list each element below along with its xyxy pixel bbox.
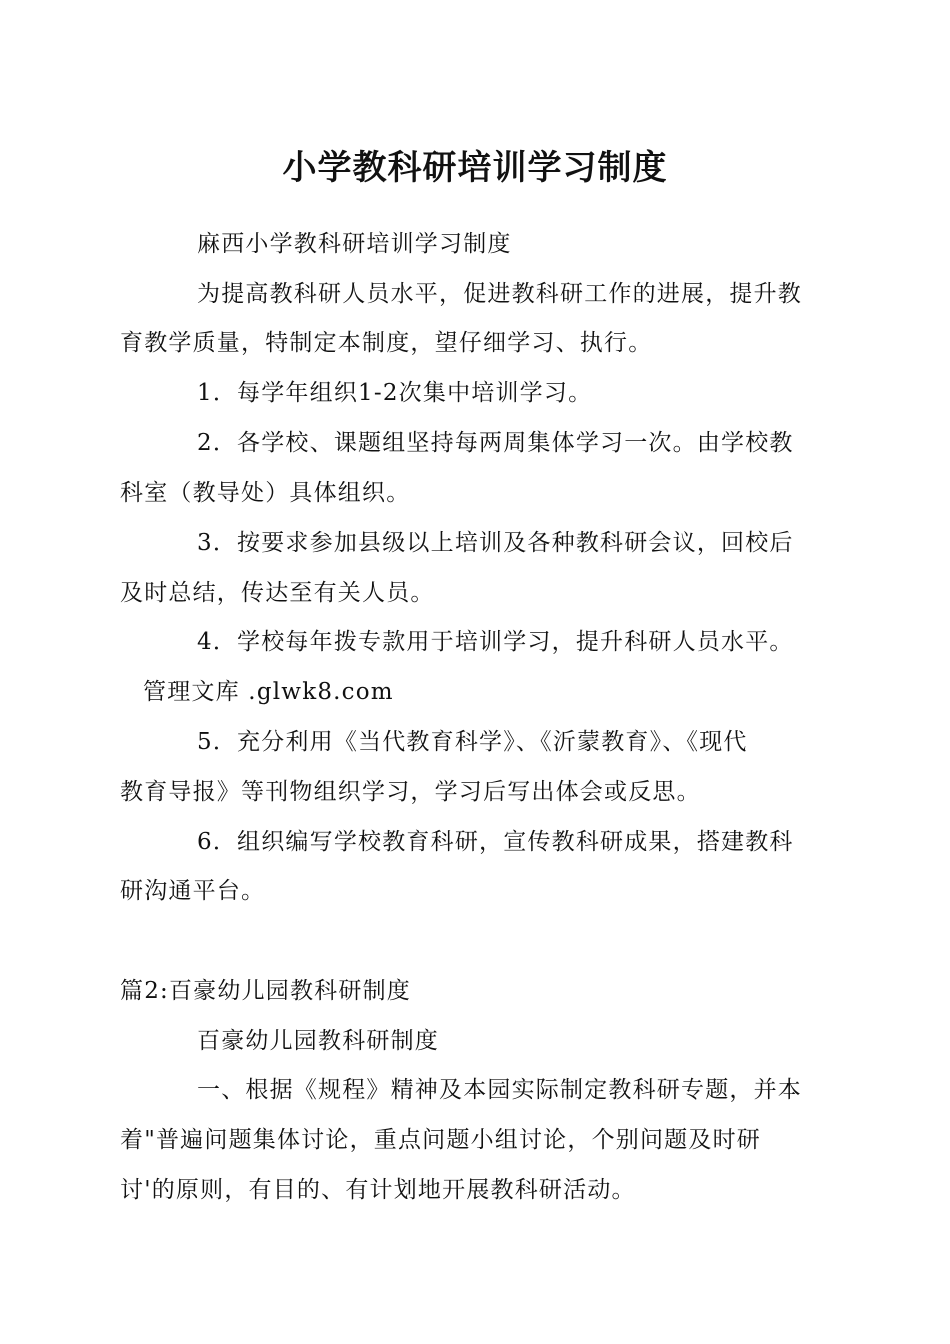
text-line: 5．充分利用《当代教育科学》、《沂蒙教育》、《现代 <box>197 729 748 755</box>
text-line: 研沟通平台。 <box>120 878 266 904</box>
text-line: 1．每学年组织1-2次集中培训学习。 <box>197 380 593 406</box>
text-line: 一、根据《规程》精神及本园实际制定教科研专题，并本 <box>197 1077 802 1103</box>
text-line: 管理文库 .glwk8.com <box>143 679 394 705</box>
text-line: 6．组织编写学校教育科研，宣传教科研成果，搭建教科 <box>197 829 794 855</box>
text-line: 教育导报》等刊物组织学习，学习后写出体会或反思。 <box>120 779 701 805</box>
text-line: 讨'的原则，有目的、有计划地开展教科研活动。 <box>120 1177 636 1203</box>
document-title: 小学教科研培训学习制度 <box>282 148 668 188</box>
text-line: 为提高教科研人员水平，促进教科研工作的进展，提升教 <box>197 281 802 307</box>
text-line: 3．按要求参加县级以上培训及各种教科研会议，回校后 <box>197 530 794 556</box>
text-line: 及时总结，传达至有关人员。 <box>120 580 435 606</box>
text-line: 着"普遍问题集体讨论，重点问题小组讨论，个别问题及时研 <box>120 1127 761 1153</box>
text-line: 育教学质量，特制定本制度，望仔细学习、执行。 <box>120 330 653 356</box>
text-line: 4．学校每年拨专款用于培训学习，提升科研人员水平。 <box>197 629 794 655</box>
text-line: 2．各学校、课题组坚持每两周集体学习一次。由学校教 <box>197 430 794 456</box>
section-heading: 篇2:百豪幼儿园教科研制度 <box>120 978 411 1004</box>
text-line: 科室（教导处）具体组织。 <box>120 480 411 506</box>
text-line: 百豪幼儿园教科研制度 <box>197 1028 439 1054</box>
text-line: 麻西小学教科研培训学习制度 <box>197 231 512 257</box>
